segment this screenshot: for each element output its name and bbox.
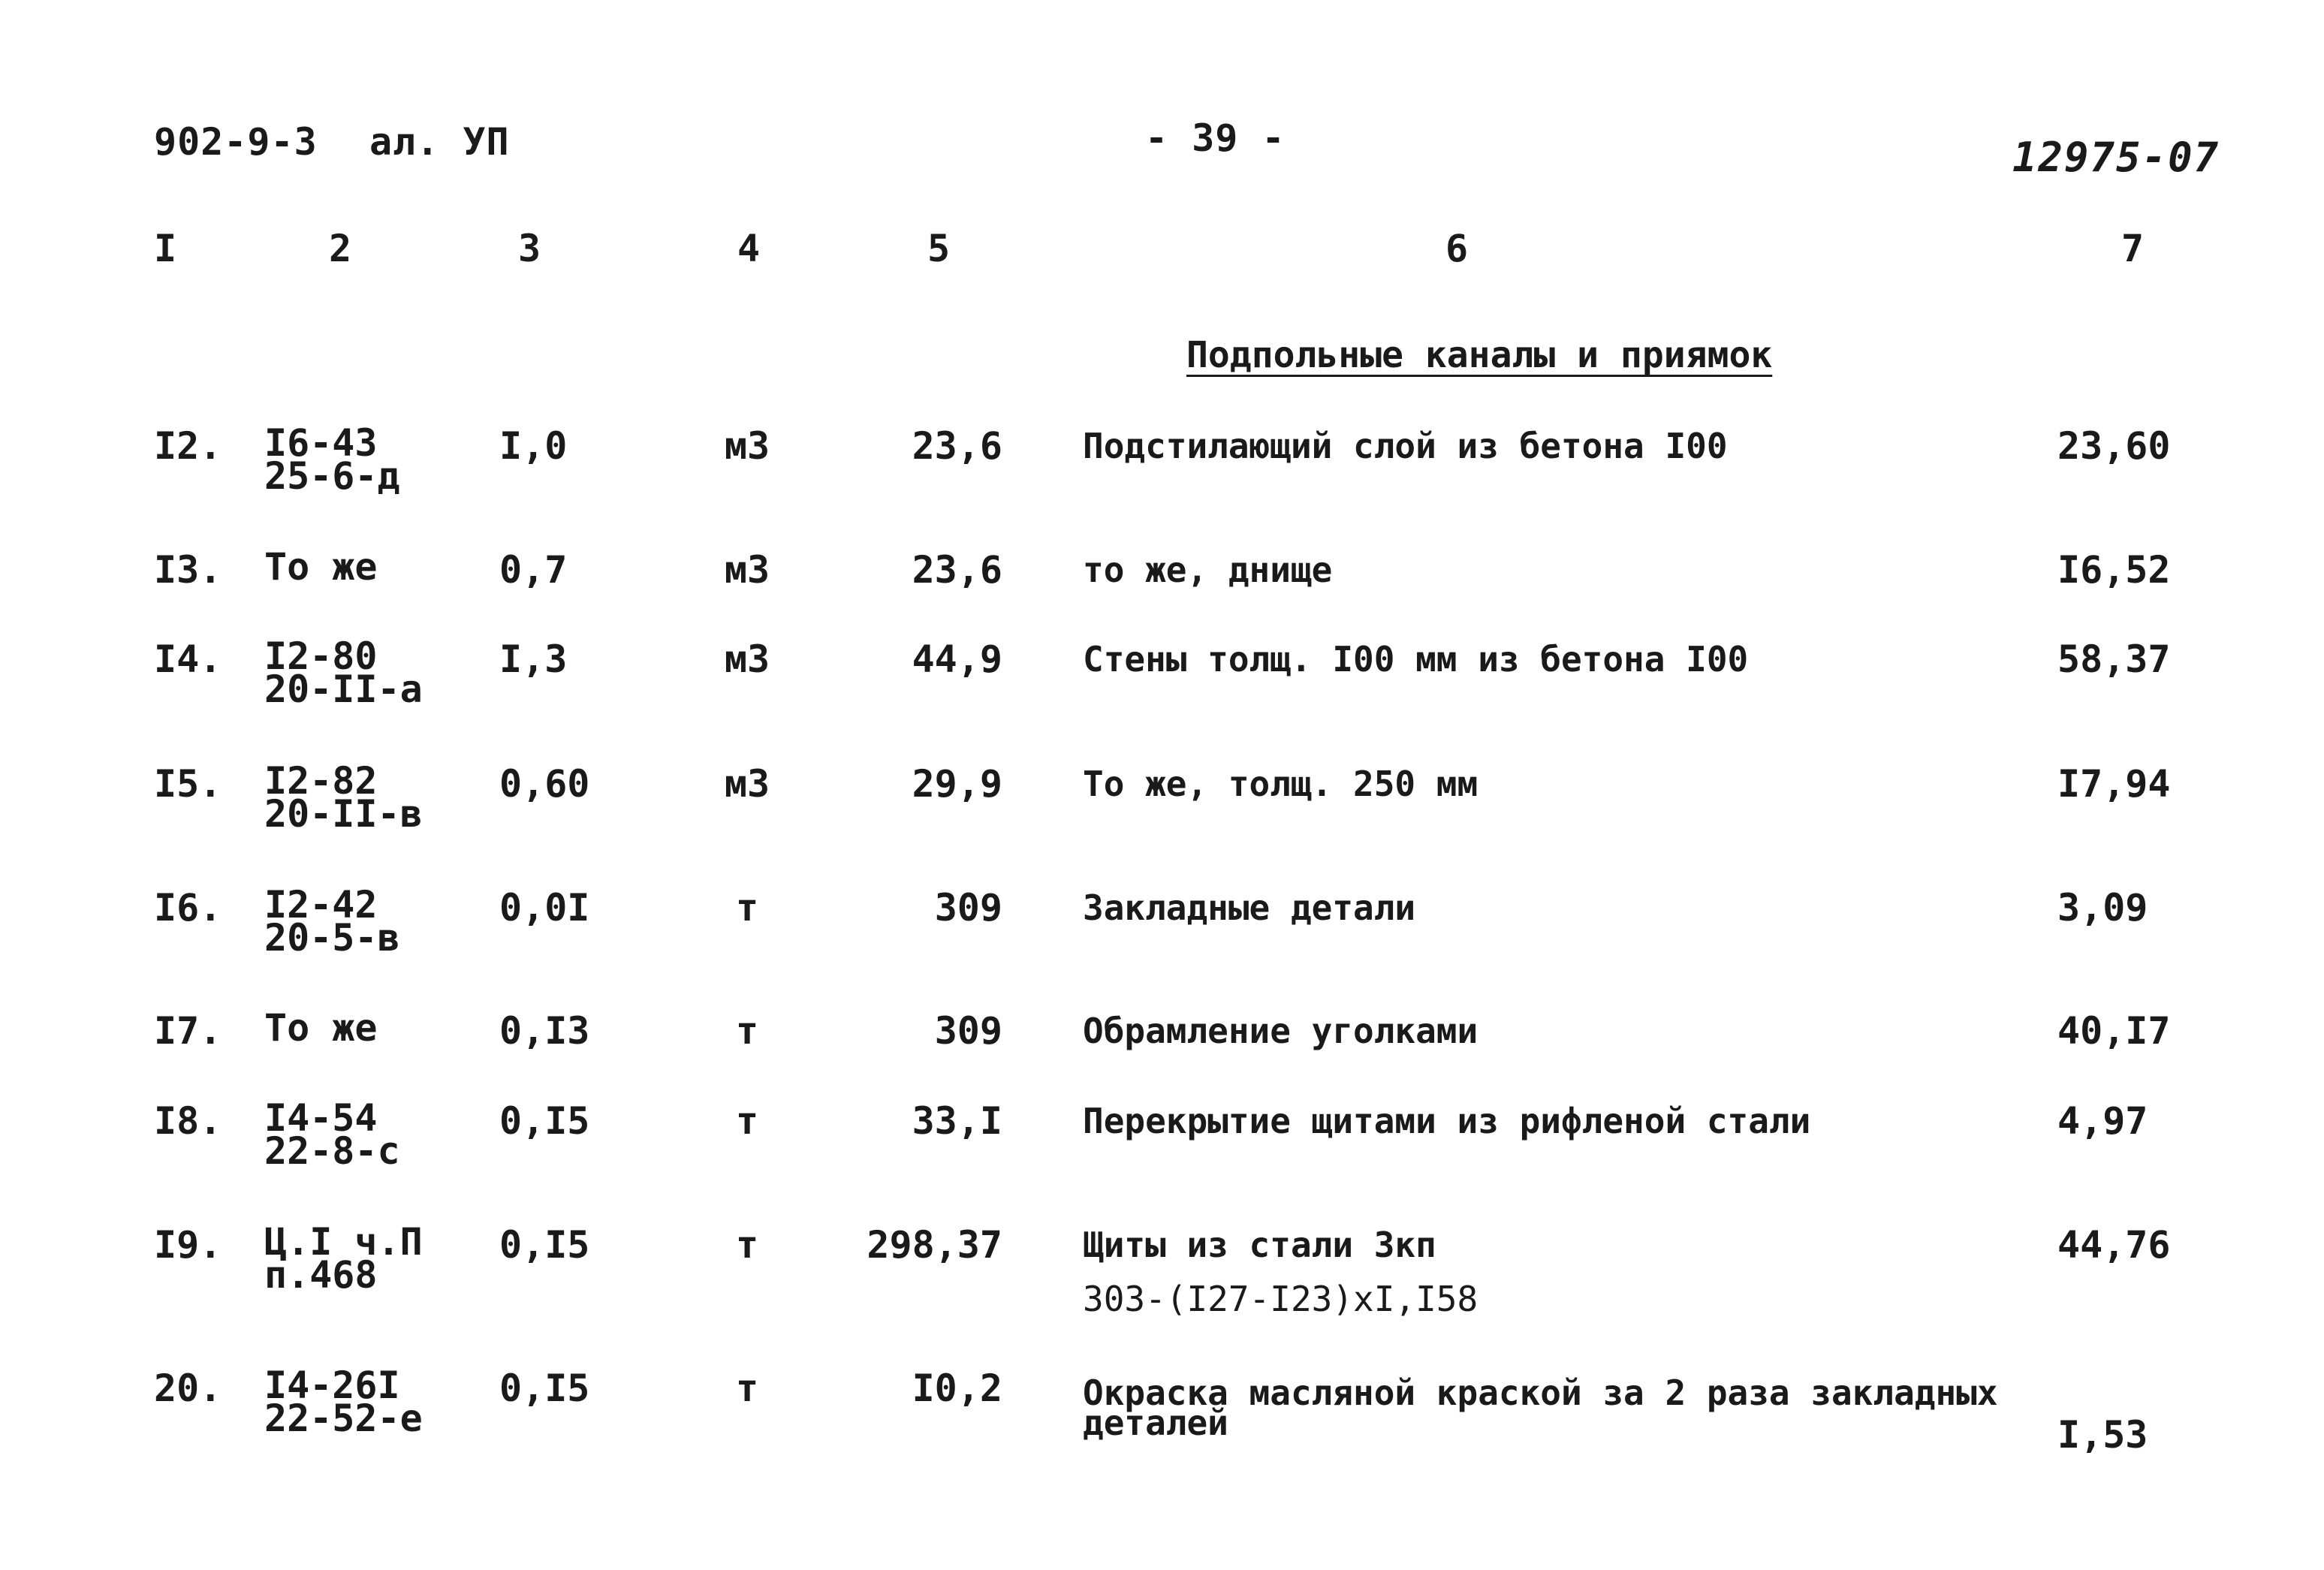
row-number: I7.	[154, 1009, 222, 1053]
row-description	[1083, 1218, 1478, 1326]
row-description-line: Подстилающий слой из бетона I00	[1083, 426, 1728, 466]
row-price: 298,37	[867, 1223, 1002, 1267]
row-code-line: То же	[264, 545, 378, 589]
row-price: I0,2	[912, 1367, 1002, 1410]
row-code-line: 22-8-с	[264, 1129, 400, 1173]
album-label: ал. УП	[369, 120, 510, 164]
row-description	[1083, 1011, 1478, 1050]
row-code	[264, 421, 400, 498]
row-quantity: 0,I5	[499, 1223, 590, 1267]
row-price: 29,9	[912, 762, 1002, 806]
section-title: Подпольные каналы и приямок	[1186, 334, 1773, 376]
row-total: 40,I7	[2057, 1009, 2171, 1053]
row-description-line: деталей	[1083, 1403, 1228, 1443]
row-description-line: то же, днище	[1083, 550, 1333, 590]
row-total: 58,37	[2057, 637, 2171, 681]
row-code	[264, 1096, 400, 1173]
row-unit: м3	[724, 762, 770, 806]
row-total: I6,52	[2057, 548, 2171, 592]
row-code-line: 22-52-е	[264, 1397, 423, 1440]
row-code-line: I2-82	[264, 759, 378, 803]
row-code	[264, 1364, 423, 1440]
row-unit: т	[735, 1099, 759, 1143]
row-code-line: I6-43	[264, 421, 378, 465]
row-quantity: 0,60	[499, 762, 590, 806]
column-number-6: 6	[1445, 227, 1469, 270]
row-code-line: 20-II-в	[264, 792, 423, 836]
column-number-1: I	[154, 227, 177, 270]
row-quantity: I,3	[499, 637, 568, 681]
row-quantity: 0,I3	[499, 1009, 590, 1053]
row-code	[264, 759, 423, 836]
row-code-line: I2-42	[264, 883, 378, 927]
row-code-line: п.468	[264, 1253, 378, 1297]
row-number: I2.	[154, 424, 222, 468]
row-description	[1083, 1101, 1810, 1141]
row-description	[1083, 1373, 1998, 1443]
row-description	[1083, 764, 1478, 803]
row-description	[1083, 550, 1332, 589]
row-code-line: I4-26I	[264, 1364, 400, 1407]
row-unit: м3	[724, 637, 770, 681]
row-code-line: I2-80	[264, 634, 378, 678]
row-quantity: 0,I5	[499, 1367, 590, 1410]
row-description-line: Щиты из стали 3кп	[1083, 1225, 1436, 1265]
row-number: I8.	[154, 1099, 222, 1143]
row-unit: т	[735, 1009, 759, 1053]
row-code	[264, 634, 423, 711]
row-number: I6.	[154, 886, 222, 930]
row-code	[264, 545, 378, 589]
row-total: 44,76	[2057, 1223, 2171, 1267]
doc-code: 902-9-3	[154, 120, 318, 164]
row-price: 44,9	[912, 637, 1002, 681]
column-number-3: 3	[518, 227, 541, 270]
row-description	[1083, 426, 1728, 466]
row-description-line: То же, толщ. 250 мм	[1083, 764, 1478, 804]
column-number-4: 4	[737, 227, 761, 270]
row-total: 4,97	[2057, 1099, 2148, 1143]
row-unit: т	[735, 886, 759, 930]
row-code-line: 20-II-а	[264, 667, 423, 711]
row-unit: т	[735, 1223, 759, 1267]
column-number-2: 2	[329, 227, 352, 270]
row-number: I4.	[154, 637, 222, 681]
row-description-line: Перекрытие щитами из рифленой стали	[1083, 1101, 1811, 1141]
row-number: I9.	[154, 1223, 222, 1267]
row-quantity: 0,7	[499, 548, 568, 592]
row-description-line: Обрамление уголками	[1083, 1011, 1478, 1051]
row-total: 23,60	[2057, 424, 2171, 468]
row-price: 33,I	[912, 1099, 1002, 1143]
row-description	[1083, 640, 1748, 679]
row-unit: т	[735, 1367, 759, 1410]
row-description	[1083, 888, 1415, 927]
row-code-line: 25-6-д	[264, 454, 400, 498]
row-number: 20.	[154, 1367, 222, 1410]
row-description-line: Стены толщ. I00 мм из бетона I00	[1083, 639, 1749, 680]
row-number: I5.	[154, 762, 222, 806]
row-code-line: I4-54	[264, 1096, 378, 1140]
row-price: 309	[934, 886, 1002, 930]
page-number: - 39 -	[1145, 116, 1286, 160]
row-code-line: Ц.I ч.П	[264, 1220, 423, 1264]
row-unit: м3	[724, 548, 770, 592]
row-total: 3,09	[2057, 886, 2148, 930]
row-code-line: То же	[264, 1006, 378, 1050]
row-total: I,53	[2057, 1413, 2148, 1457]
handwritten-code: 12975-07	[2012, 134, 2220, 181]
row-quantity: I,0	[499, 424, 568, 468]
row-code	[264, 1220, 423, 1297]
row-description-line: 303-(I27-I23)хI,I58	[1083, 1279, 1478, 1319]
row-code	[264, 1006, 378, 1050]
row-unit: м3	[724, 424, 770, 468]
row-quantity: 0,0I	[499, 886, 590, 930]
column-number-5: 5	[927, 227, 951, 270]
row-quantity: 0,I5	[499, 1099, 590, 1143]
row-number: I3.	[154, 548, 222, 592]
row-code	[264, 883, 400, 960]
row-total: I7,94	[2057, 762, 2171, 806]
row-price: 23,6	[912, 424, 1002, 468]
row-code-line: 20-5-в	[264, 916, 400, 960]
column-number-7: 7	[2121, 227, 2145, 270]
row-price: 309	[934, 1009, 1002, 1053]
row-description-line: Окраска масляной краской за 2 раза закладных	[1083, 1373, 1998, 1413]
row-price: 23,6	[912, 548, 1002, 592]
row-description-line: Закладные детали	[1083, 887, 1416, 928]
